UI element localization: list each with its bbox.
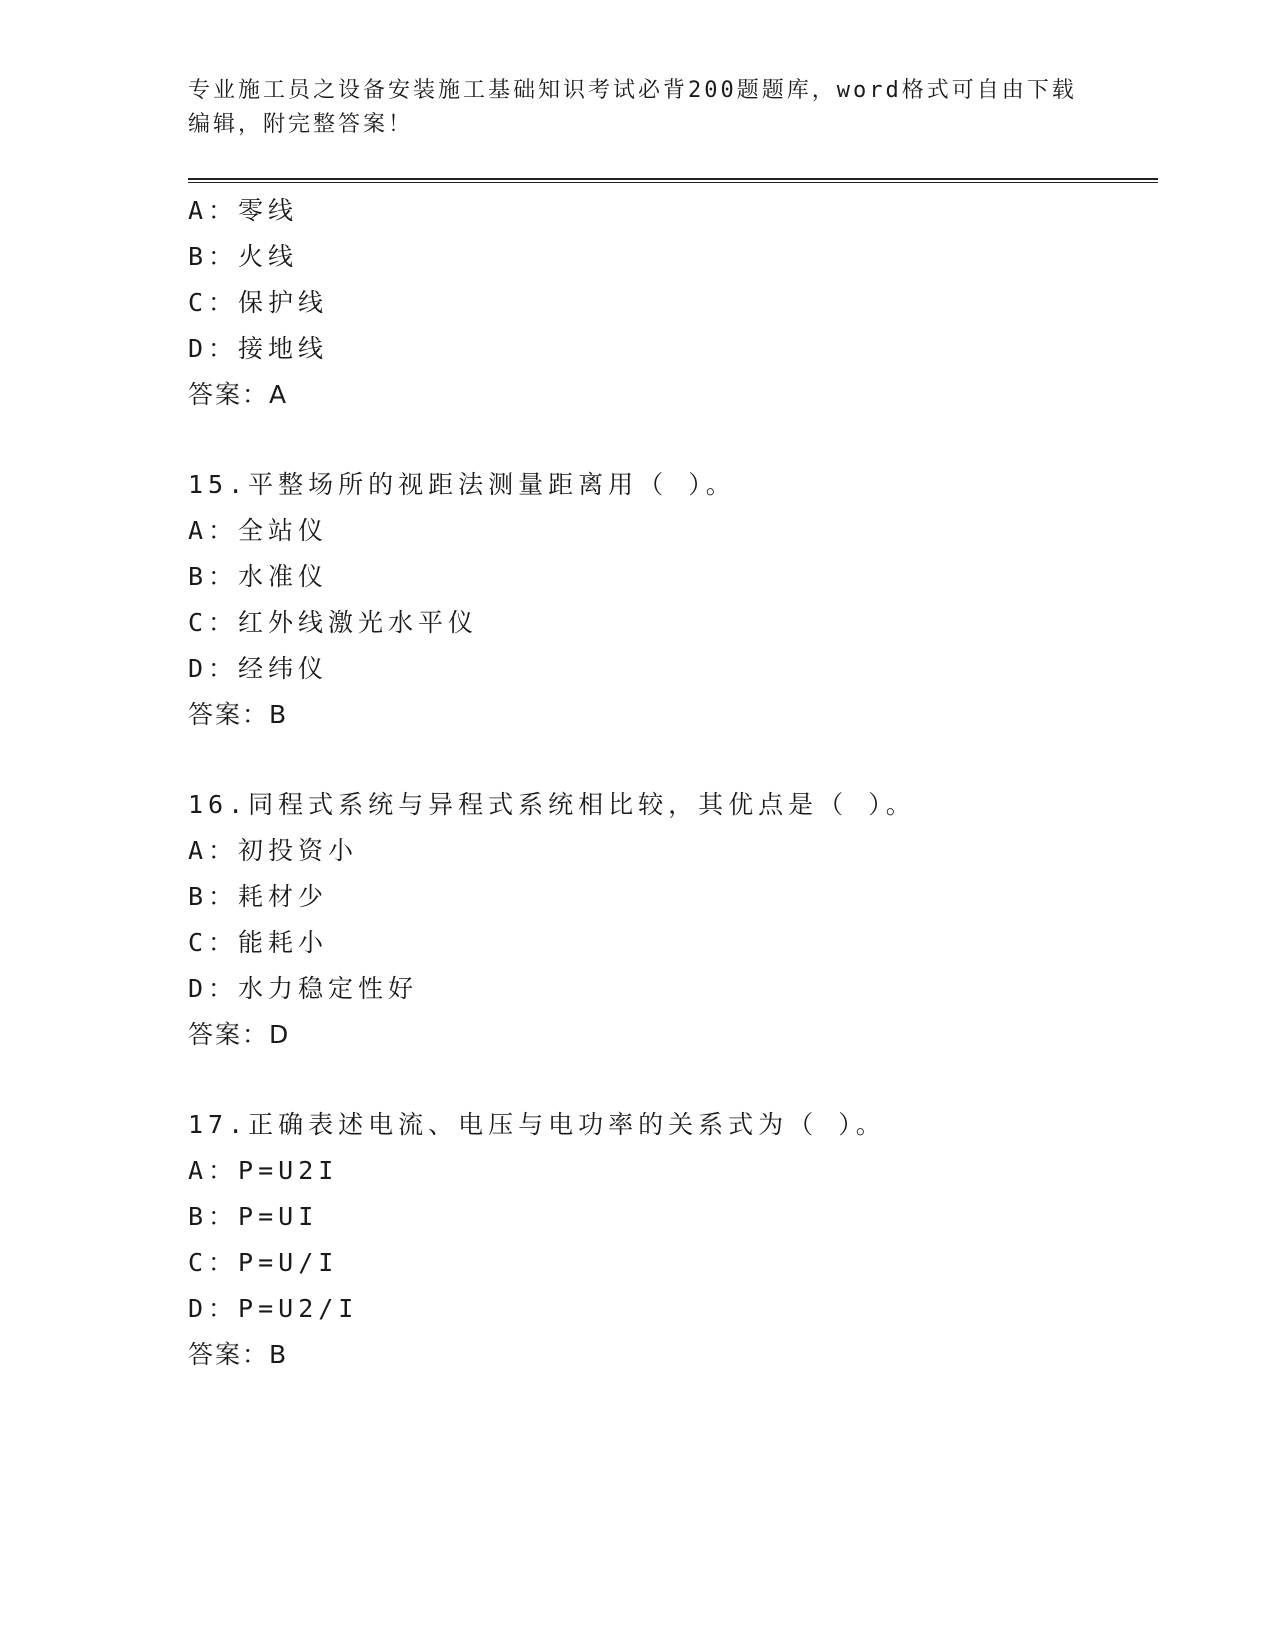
question-list bbox=[188, 188, 1158, 1378]
option-c: C：能耗小 bbox=[188, 928, 329, 957]
document-header bbox=[188, 74, 1088, 142]
header-line-2: 编辑，附完整答案！ bbox=[188, 112, 414, 137]
option-b: B：耗材少 bbox=[188, 882, 329, 911]
option-c: C：保护线 bbox=[188, 288, 329, 317]
header-divider-thick bbox=[188, 178, 1158, 180]
option-a: A：零线 bbox=[188, 196, 299, 225]
option-d: D：P=U2/I bbox=[188, 1294, 359, 1323]
header-divider-thin bbox=[188, 182, 1158, 183]
question-14 bbox=[188, 188, 1158, 418]
option-c: C：红外线激光水平仪 bbox=[188, 608, 479, 637]
option-a: A：初投资小 bbox=[188, 836, 359, 865]
question-16 bbox=[188, 782, 1158, 1058]
option-d: D：接地线 bbox=[188, 334, 329, 363]
option-d: D：经纬仪 bbox=[188, 654, 329, 683]
header-line-1: 专业施工员之设备安装施工基础知识考试必背200题题库，word格式可自由下载 bbox=[188, 78, 1077, 103]
option-a: A：P=U2I bbox=[188, 1156, 339, 1185]
answer: 答案：D bbox=[188, 1020, 291, 1049]
question-17 bbox=[188, 1102, 1158, 1378]
answer: 答案：B bbox=[188, 1340, 289, 1369]
option-d: D：水力稳定性好 bbox=[188, 974, 419, 1003]
question-text: 17.正确表述电流、电压与电功率的关系式为（ ）。 bbox=[188, 1110, 886, 1139]
option-b: B：P=UI bbox=[188, 1202, 319, 1231]
answer: 答案：A bbox=[188, 380, 289, 409]
question-text: 16.同程式系统与异程式系统相比较，其优点是（ ）。 bbox=[188, 790, 916, 819]
option-a: A：全站仪 bbox=[188, 516, 329, 545]
answer: 答案：B bbox=[188, 700, 289, 729]
question-text: 15.平整场所的视距法测量距离用（ ）。 bbox=[188, 470, 736, 499]
option-c: C：P=U/I bbox=[188, 1248, 339, 1277]
question-15 bbox=[188, 462, 1158, 738]
option-b: B：水准仪 bbox=[188, 562, 329, 591]
option-b: B：火线 bbox=[188, 242, 299, 271]
